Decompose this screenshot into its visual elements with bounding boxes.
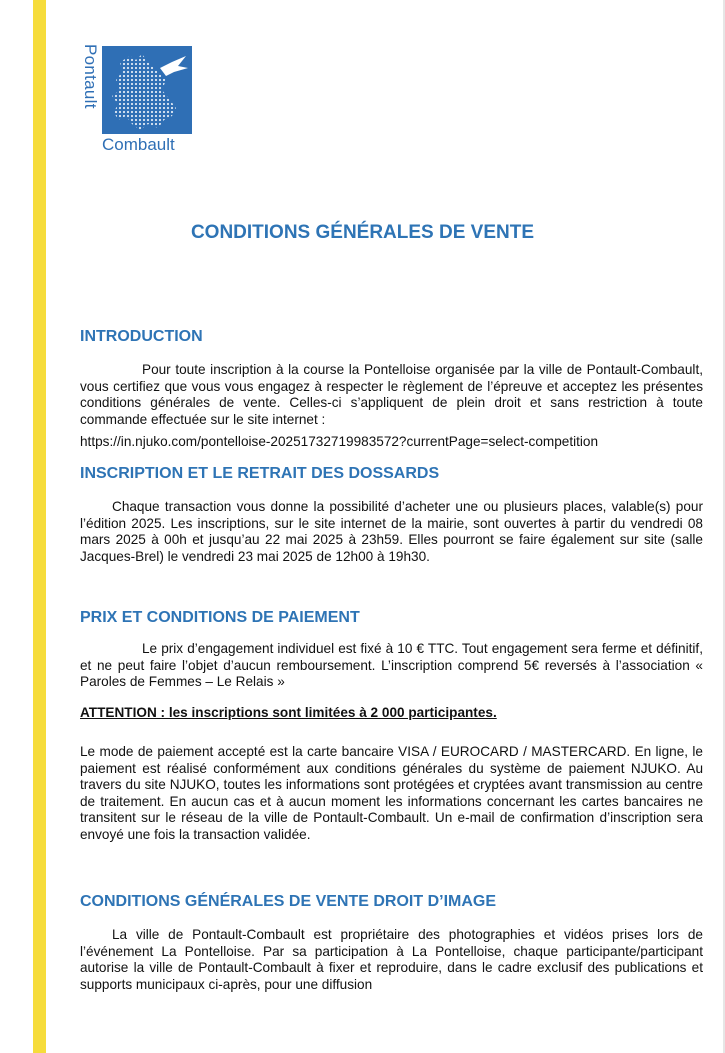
heading-droit-image: CONDITIONS GÉNÉRALES DE VENTE DROIT D’IMAGE — [80, 893, 497, 910]
registration-url[interactable]: https://in.njuko.com/pontelloise-20251732719983572?currentPage=select-competition — [80, 434, 599, 449]
payment-text: Le mode de paiement accepté est la carte bancaire VISA / EUROCARD / MASTERCARD. En ligne, le paiement est réalisé conformément aux conditions générales du système de paiement NJUKO. Au travers du site NJUKO, toutes les informations sont protégées et cryptées avant transmission au centre de traitement. En aucun cas et à aucun moment les informations concernant les cartes bancaires ne transitent sur le réseau de la ville de Pontault-Combault. Un e-mail de confirmation d’inscription sera envoyé une fois la transaction validée. — [80, 744, 703, 842]
attention-notice: ATTENTION : les inscriptions sont limitées à 2 000 participantes. — [80, 705, 497, 720]
left-margin — [0, 0, 32, 1053]
heading-prix: PRIX ET CONDITIONS DE PAIEMENT — [80, 609, 360, 626]
prix-text: Le prix d’engagement individuel est fixé à 10 € TTC. Tout engagement sera ferme et définitif, et ne peut faire l’objet d’aucun remboursement. L’inscription comprend 5€ reversés à l’association « Paroles de Femmes – Le Relais » — [80, 641, 703, 689]
heading-inscription: INSCRIPTION ET LE RETRAIT DES DOSSARDS — [80, 465, 440, 482]
document-title: CONDITIONS GÉNÉRALES DE VENTE — [190, 222, 535, 243]
logo-vertical-text: Pontault — [81, 44, 100, 109]
logo-bottom-text: Combault — [102, 135, 175, 154]
introduction-text: Pour toute inscription à la course la Pontelloise organisée par la ville de Pontault-Combault, vous certifiez que vous vous engagez à respecter le règlement de l’épreuve et acceptez les présentes conditions générales de vente. Celles-ci s’appliquent de plein droit et sans restriction à toute commande effectuée sur le site internet : — [80, 362, 703, 427]
heading-introduction: INTRODUCTION — [80, 328, 203, 345]
yellow-stripe — [33, 0, 46, 1053]
inscription-text: Chaque transaction vous donne la possibilité d’acheter une ou plusieurs places, valable(s) pour l’édition 2025. Les inscriptions, sur le site internet de la mairie, sont ouvertes à partir du vendredi 08 mars 2025 à 00h et jusqu’au 22 mai 2025 à 23h59. Elles pourront se faire également sur site (salle Jacques-Brel) le vendredi 23 mai 2025 de 12h00 à 19h30. — [80, 499, 703, 564]
city-map-with-bird-logo-icon — [102, 46, 192, 134]
droit-image-text: La ville de Pontault-Combault est propriétaire des photographies et vidéos prises lors de l’événement La Pontelloise. Par sa participation à La Pontelloise, chaque participante/participant autorise la ville de Pontault-Combault à fixer et reproduire, dans le cadre exclusif des publications et supports municipaux ci-après, pour une diffusion — [80, 927, 703, 992]
